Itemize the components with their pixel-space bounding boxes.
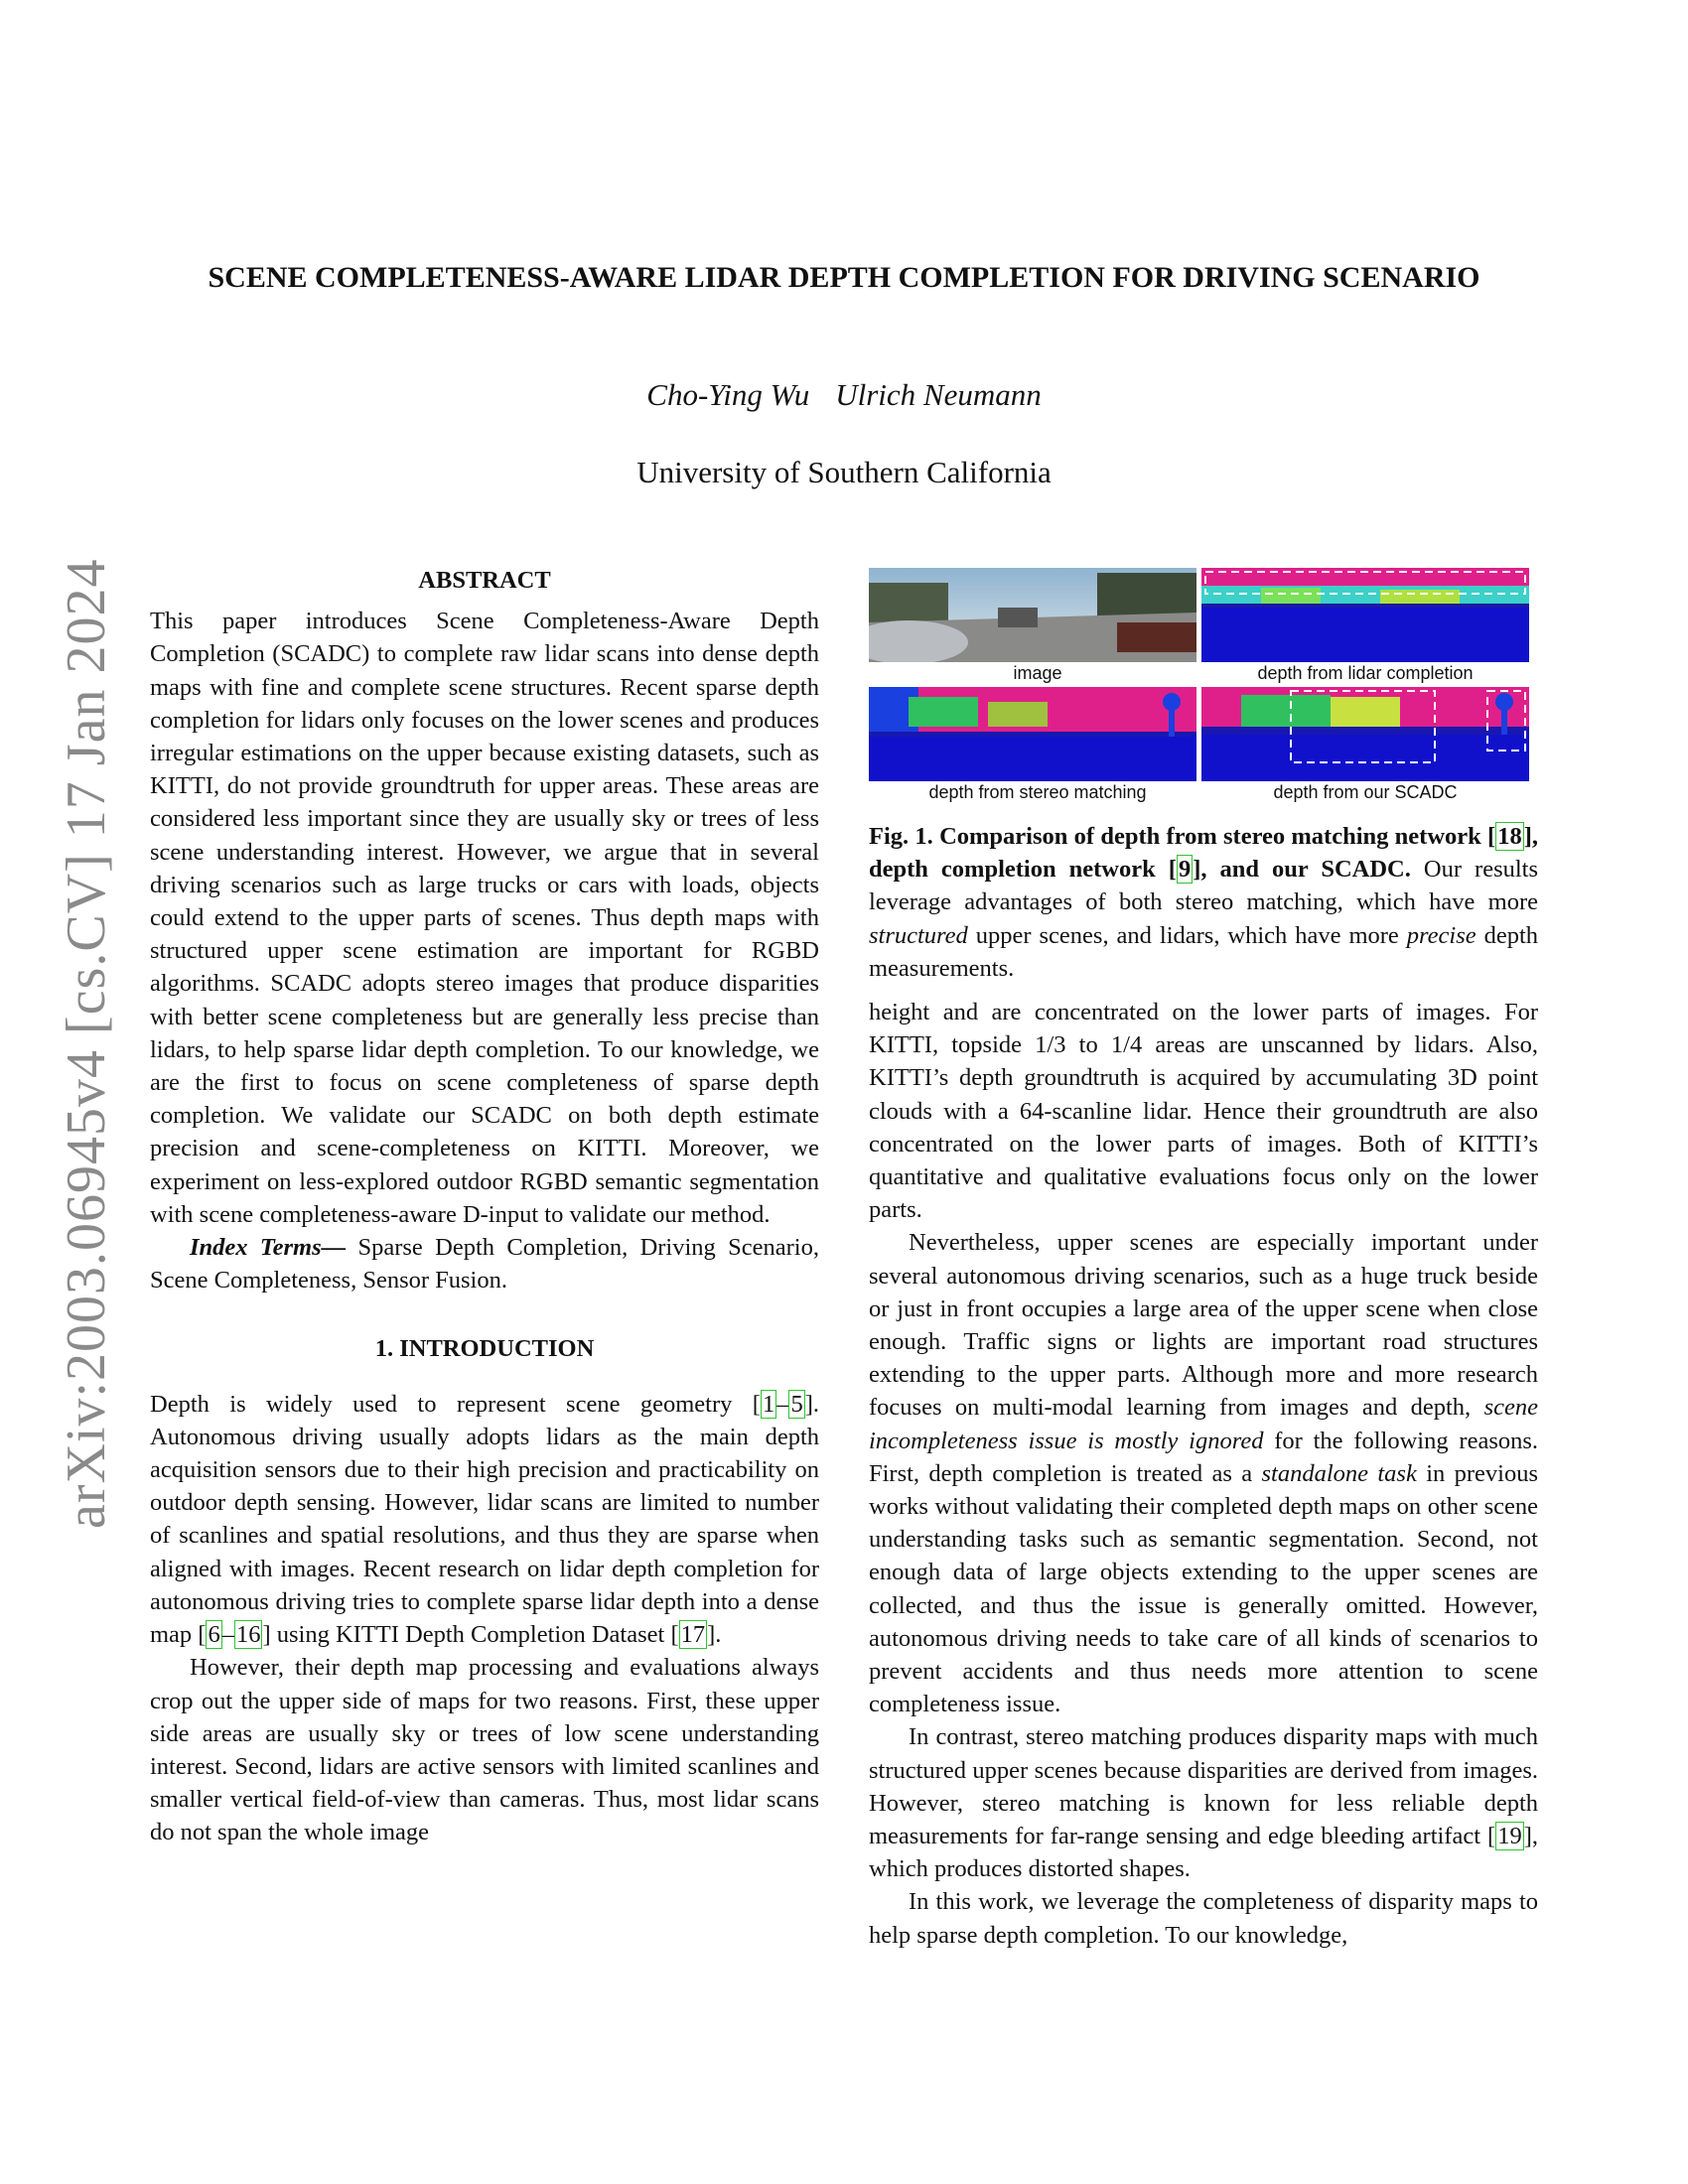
left-column (150, 564, 819, 1849)
intro-paragraph-2: However, their depth map processing and evaluations always crop out the upper side of maps for two reasons. First, these upper side areas are usually sky or trees of low scene understanding interest. Second, lidars are active sensors with limited scanlines and smaller vertical field-of-view than cameras. Thus, most lidar scans do not span the whole image (150, 1654, 819, 1846)
caption-text: . Comparison of depth from stereo matching network [ (926, 823, 1496, 850)
panel-scadc (1201, 687, 1529, 781)
citation-link[interactable]: 9 (1178, 856, 1192, 884)
intro-paragraph-5 (869, 1720, 1538, 1885)
citation-link[interactable]: 6 (208, 1621, 220, 1649)
caption-image: image (1013, 663, 1062, 683)
text-run: ] using KITTI Depth Completion Dataset [ (262, 1621, 679, 1649)
panel-image (869, 568, 1196, 662)
caption-text: ], depth completion network [ (869, 823, 1538, 884)
panel-lidar-completion (1201, 568, 1529, 662)
intro-paragraph-4 (869, 1226, 1538, 1720)
text-run: in previous works without validating their completed depth maps on other scene understanding tasks such as semantic segmentation. Second, not enough data of large objects extending to the upper scenes are collected, and thus the issue is generally omitted. However, autonomous driving needs to take care of all kinds of scenarios to prevent accidents and thus needs more attention to scene completeness issue. (869, 1459, 1539, 1718)
citation-link[interactable]: 18 (1497, 823, 1522, 850)
author-1: Cho-Ying Wu (646, 377, 810, 412)
text-run: In contrast, stereo matching produces disparity maps with much structured upper scenes because disparities are derived from images. However, stereo matching is known for less reliable depth measurements for far-range sensing and edge bleeding artifact [ (869, 1723, 1538, 1850)
abstract-heading: ABSTRACT (418, 567, 551, 594)
text-emphasis: standalone task (1261, 1459, 1417, 1487)
intro-paragraph-3: height and are concentrated on the lower parts of images. For KITTI, topside 1/3 to 1/4 areas are unscanned by lidars. Also, KITTI’s depth groundtruth is acquired by accumulating 3D point clouds with a 64-scanline lidar. Hence their groundtruth are also concentrated on the lower parts of images. Both of KITTI’s quantitative and qualitative evaluations focus only on the lower parts. (869, 999, 1538, 1224)
text-run: Nevertheless, upper scenes are especially important under several autonomous driving scenarios, such as a huge truck beside or just in front occupies a large area of the upper scene when close enough. Traffic signs or lights are important road structures extending to the upper parts. Although more and more research focuses on multi-modal learning from images and depth, (869, 1229, 1538, 1422)
text-emphasis: scene incompleteness issue is mostly ignored (869, 1394, 1538, 1454)
index-terms-label: Index Terms— (190, 1234, 347, 1262)
paper-title: SCENE COMPLETENESS-AWARE LIDAR DEPTH COMPLETION FOR DRIVING SCENARIO (208, 261, 1480, 294)
text-run: ]. Autonomous driving usually adopts lidars as the main depth acquisition sensors due to their high precision and practicability on outdoor depth sensing. However, lidar scans are limited to number of scanlines and spatial resolutions, and thus they are sparse when aligned with images. Recent research on lidar depth completion for autonomous driving tries to complete sparse lidar depth into a dense map [ (150, 1390, 819, 1649)
text-run: – (221, 1621, 234, 1649)
text-run: ], which produces distorted shapes. (869, 1823, 1538, 1883)
caption-scadc: depth from our SCADC (1273, 782, 1458, 802)
figure-label: Fig. 1 (869, 823, 927, 850)
arxiv-watermark: arXiv:2003.06945v4 [cs.CV] 17 Jan 2024 (56, 558, 117, 1529)
caption-text: depth measurements. (869, 921, 1539, 982)
citation-link[interactable]: 17 (680, 1621, 706, 1649)
text-run: Depth is widely used to represent scene geometry [ (150, 1390, 761, 1418)
abstract-text: This paper introduces Scene Completeness-Aware Depth Completion (SCADC) to complete raw lidar scans into dense depth maps with fine and complete scene structures. Recent sparse depth completion for lidars only focuses on the lower scenes and produces irregular estimations on the upper because existing datasets, such as KITTI, do not provide groundtruth for upper areas. These areas are considered less important since they are usually sky or trees of less scene understanding interest. However, we argue that in several driving scenarios such as large trucks or cars with loads, objects could extend to the upper parts of scenes. Thus depth maps with structured upper scene estimation are important for RGBD algorithms. SCADC adopts stereo images that produce disparities with better scene completeness but are generally less precise than lidars, to help sparse lidar depth completion. To our knowledge, we are the first to focus on scene completeness of sparse depth completion. We validate our SCADC on both depth estimate precision and scene-completeness on KITTI. Moreover, we experiment on less-explored outdoor RGBD semantic segmentation with scene completeness-aware D-input to validate our method. (150, 608, 819, 1228)
right-column (869, 996, 1538, 1952)
figure-caption (869, 820, 1538, 985)
citation-link[interactable]: 16 (235, 1621, 261, 1649)
text-run: ]. (707, 1621, 722, 1649)
caption-text: upper scenes, and lidars, which have more (975, 921, 1399, 949)
caption-text: Our results leverage advantages of both stereo matching, which have more (869, 856, 1538, 916)
citation-link[interactable]: 1 (762, 1390, 775, 1418)
text-run: for the following reasons. First, depth completion is treated as a (869, 1427, 1539, 1487)
caption-stereo-matching: depth from stereo matching (928, 782, 1147, 802)
caption-text: ], and our SCADC. (1193, 856, 1411, 884)
affiliation: University of Southern California (636, 455, 1052, 489)
text-run: – (776, 1390, 789, 1418)
author-2: Ulrich Neumann (835, 377, 1042, 412)
intro-heading: 1. INTRODUCTION (374, 1335, 595, 1363)
intro-paragraph-1 (150, 1388, 819, 1652)
caption-lidar-completion: depth from lidar completion (1257, 663, 1474, 683)
index-terms-text: Sparse Depth Completion, Driving Scenario, Scene Completeness, Sensor Fusion. (150, 1234, 819, 1295)
intro-paragraph-6: In this work, we leverage the completeness of disparity maps to help sparse depth completion. To our knowledge, (869, 1888, 1538, 1949)
citation-link[interactable]: 19 (1497, 1823, 1522, 1850)
caption-emphasis: structured (869, 921, 968, 949)
caption-emphasis: precise (1406, 921, 1477, 949)
index-terms (150, 1231, 819, 1297)
citation-link[interactable]: 5 (790, 1390, 803, 1418)
authors (0, 377, 1688, 413)
panel-stereo-matching (869, 687, 1196, 781)
figure-1 (869, 568, 1544, 806)
